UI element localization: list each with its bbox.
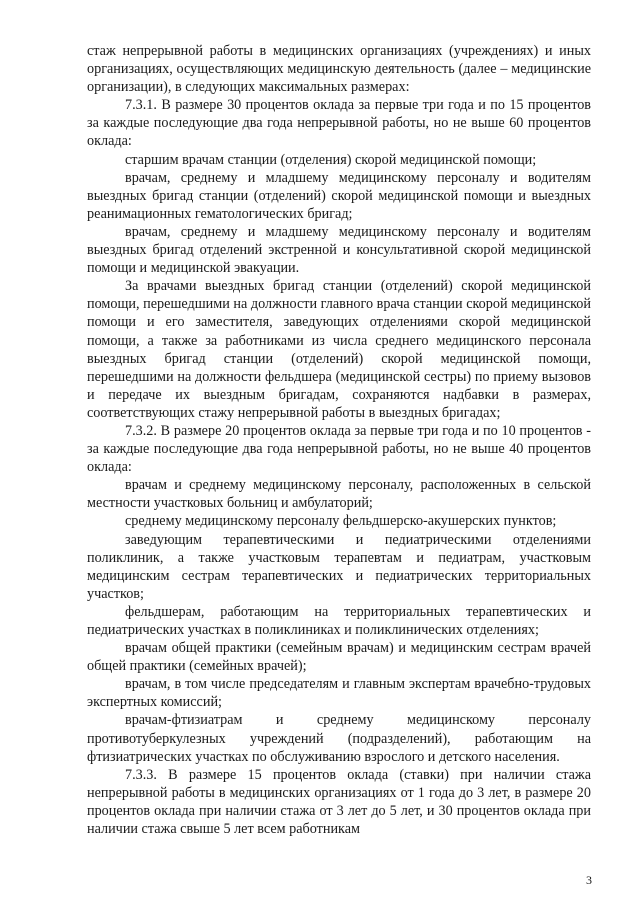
paragraph-7-3-3: 7.3.3. В размере 15 процентов оклада (ставки) при наличии стажа непрерывной работы в медицинских организациях от 1 года до 3 лет, в размере 20 процентов оклада при наличии стажа от 3 лет до 5 лет, и 30 процентов оклада при наличии стажа свыше 5 лет всем работникам [87, 766, 591, 838]
paragraph-7-3-1: 7.3.1. В размере 30 процентов оклада за первые три года и по 15 процентов за каждые последующие два года непрерывной работы, но не выше 60 процентов оклада: [87, 97, 591, 150]
paragraph-item: За врачами выездных бригад станции (отделений) скорой медицинской помощи, перешедшими на должности главного врача станции скорой медицинской помощи и его заместителя, заведующих отделениями скорой медицинской помощи, а также за работниками из числа среднего медицинского персонала выездных бригад станции (отделений) скорой медицинской помощи, перешедшими на должности фельдшера (медицинской сестры) по приему вызовов и передаче их выездным бригадам, сохраняются надбавки в размерах, соответствующих стажу непрерывной работы в выездных бригадах; [87, 278, 591, 421]
paragraph-item: среднему медицинскому персоналу фельдшерско-акушерских пунктов; [125, 513, 557, 530]
paragraph-item: врачам общей практики (семейным врачам) и медицинским сестрам врачей общей практики (семейных врачей); [87, 640, 591, 675]
paragraph-7-3-2: 7.3.2. В размере 20 процентов оклада за первые три года и по 10 процентов - за каждые последующие два года непрерывной работы, но не выше 40 процентов оклада: [87, 422, 591, 476]
paragraph-item: старшим врачам станции (отделения) скорой медицинской помощи; [125, 151, 537, 168]
paragraph-item: врачам, среднему и младшему медицинскому персоналу и водителям выездных бригад станции (отделений) скорой медицинской помощи и выездных реанимационных гематологических бригад; [87, 169, 591, 222]
document-page [87, 42, 591, 838]
paragraph-continuation: стаж непрерывной работы в медицинских организациях (учреждениях) и иных организациях, осуществляющих медицинскую деятельность (далее – медицинские организации), в следующих максимальных размерах: [87, 43, 591, 96]
page-number: 3 [586, 873, 592, 887]
paragraph-item: фельдшерам, работающим на территориальных терапевтических и педиатрических участках в поликлиниках и поликлинических отделениях; [87, 603, 591, 638]
paragraph-item: заведующим терапевтическими и педиатрическими отделениями поликлиник, а также участковым терапевтам и педиатрам, участковым медицинским сестрам терапевтических и педиатрических территориальных участков; [87, 531, 591, 602]
paragraph-item: врачам, среднему и младшему медицинскому персоналу и водителям выездных бригад отделений экстренной и консультативной скорой медицинской помощи и медицинской эвакуации. [87, 223, 591, 277]
paragraph-item: врачам, в том числе председателям и главным экспертам врачебно-трудовых экспертных комиссий; [87, 676, 591, 711]
paragraph-item: врачам и среднему медицинскому персоналу, расположенных в сельской местности участковых больниц и амбулаторий; [87, 477, 591, 512]
paragraph-item: врачам-фтизиатрам и среднему медицинскому персоналу противотуберкулезных учреждений (подразделений), работающим на фтизиатрических участках по обслуживанию взрослого и детского населения. [87, 712, 591, 765]
